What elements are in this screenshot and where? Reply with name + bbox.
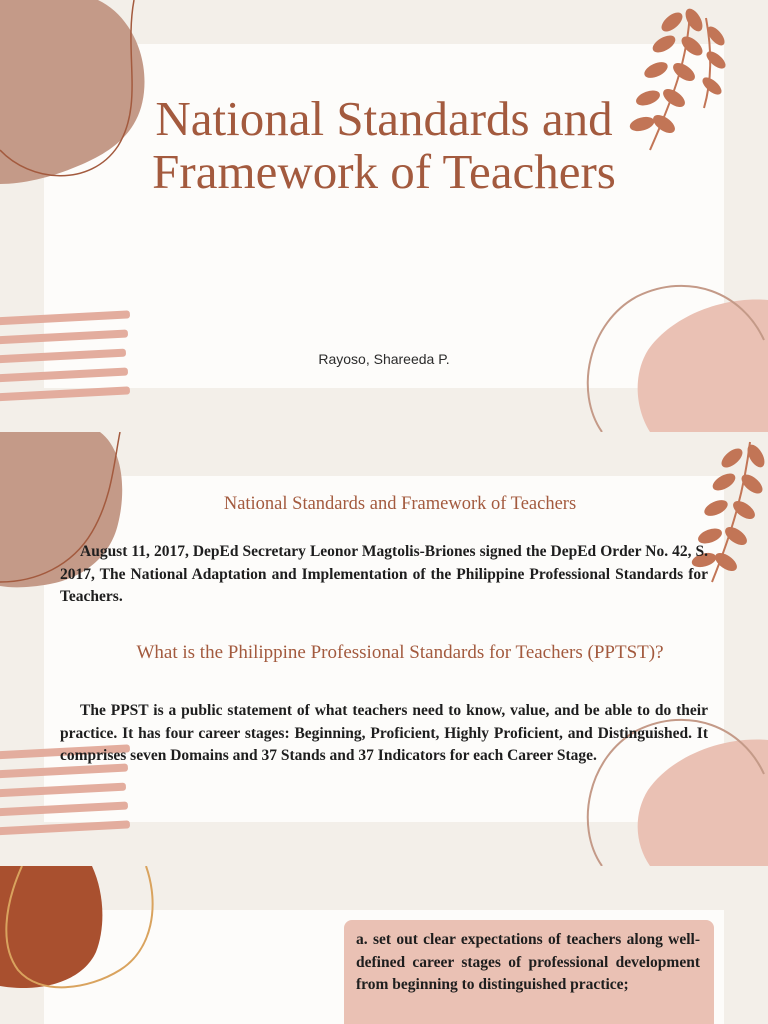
stripe-shape [0, 386, 130, 401]
slide-ppst-overview [0, 432, 768, 866]
stripe-shape [0, 310, 130, 325]
stripe-shape [0, 367, 128, 382]
slide-purposes [0, 866, 768, 1024]
stripe-shape [0, 801, 128, 816]
author-name: Rayoso, Shareeda P. [318, 351, 450, 367]
stripe-shape [0, 783, 126, 798]
slide-heading: National Standards and Framework of Teachers [223, 494, 577, 514]
stripe-shape [0, 820, 130, 835]
paragraph-deped-order: August 11, 2017, DepEd Secretary Leonor Magtolis-Briones signed the DepEd Order No. 42, S. 2017, The National Adaptation and Implementation of the Philippine Professional Standards for Teachers. [60, 543, 708, 605]
slide-title [0, 0, 768, 432]
question-heading: What is the Philippine Professional Standards for Teachers (PPTST)? [136, 642, 664, 663]
paragraph-ppst-definition: The PPST is a public statement of what teachers need to know, value, and be able to do their practice. It has four career stages: Beginning, Proficient, Highly Proficient, and Distinguished. It comprises seven Domains and 37 Stands and 37 Indicators for each Career Stage. [60, 702, 708, 764]
brown-blob-shape [0, 0, 145, 184]
leaf-sprig-shape [629, 7, 728, 150]
decorative-shapes [0, 0, 768, 432]
slide-title-text: National Standards and Framework of Teachers [152, 91, 616, 199]
callout-box [344, 920, 714, 1024]
callout-text: a. set out clear expectations of teachers along well-defined career stages of professional development from beginning to distinguished practice; [356, 931, 700, 993]
stripe-shape [0, 329, 128, 344]
